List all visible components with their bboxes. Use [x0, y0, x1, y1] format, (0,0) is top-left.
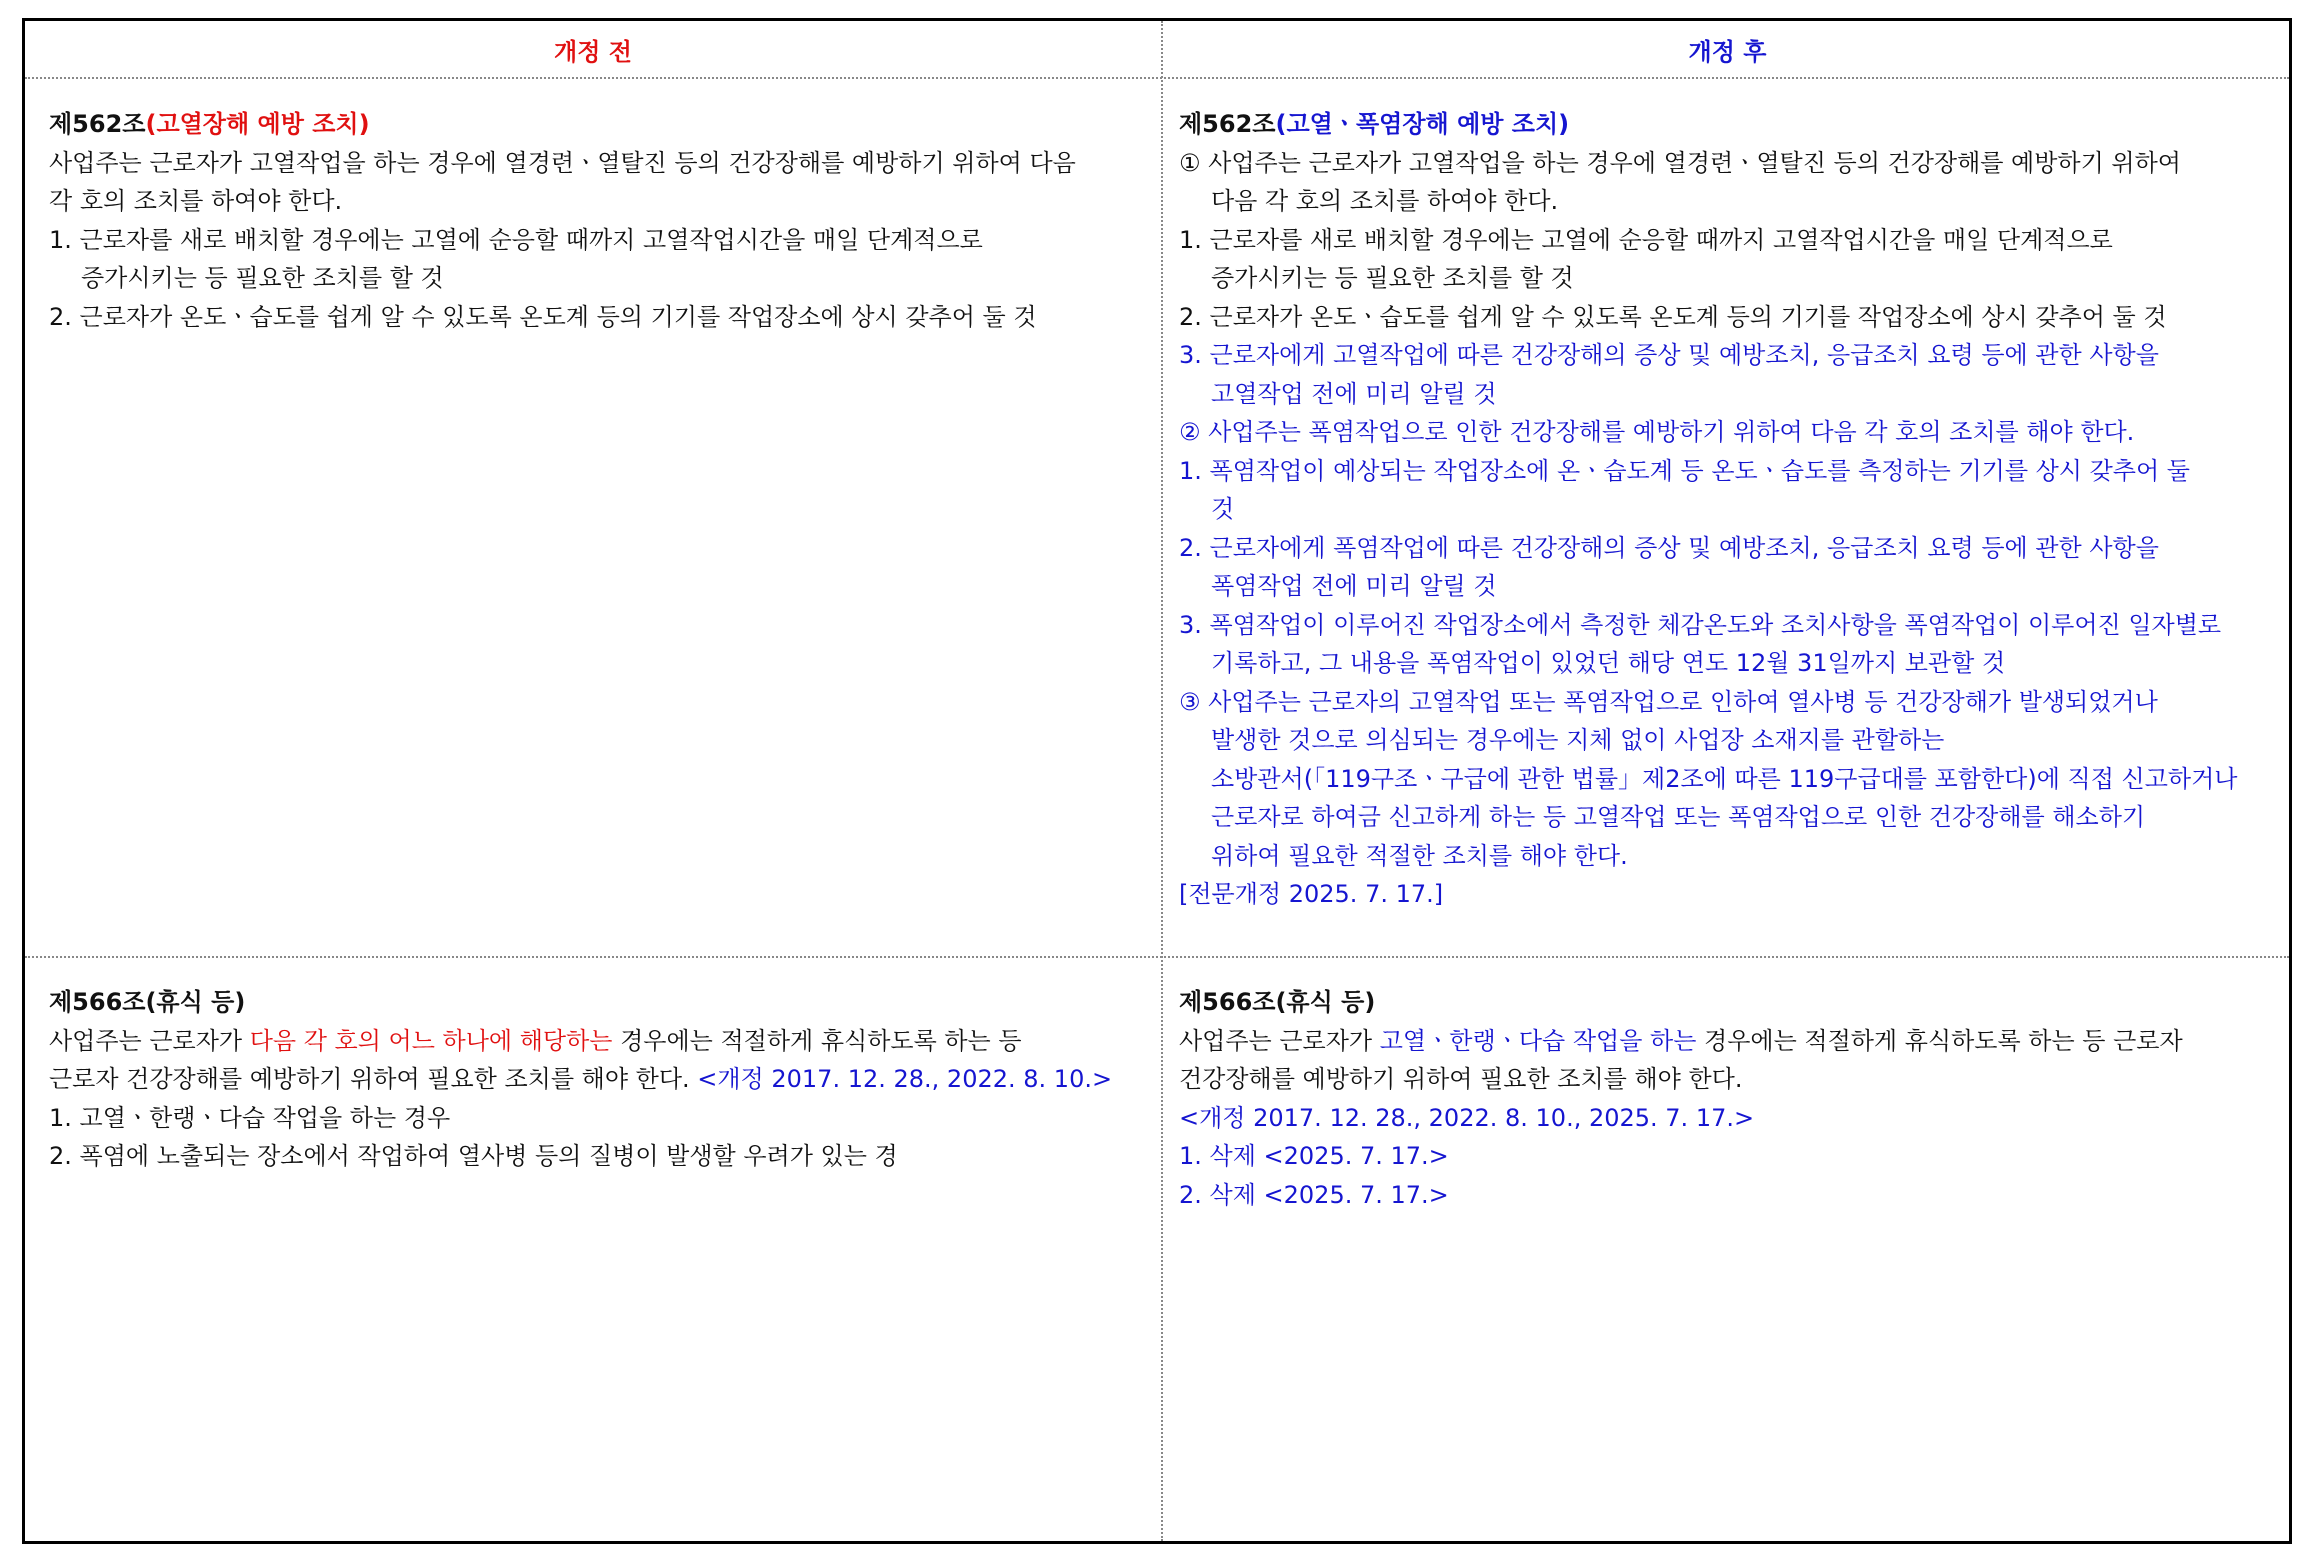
article-566-after: [1179, 983, 2183, 1214]
header-before: 개정 전: [554, 37, 632, 66]
article-title: 제566조(휴식 등): [49, 988, 246, 1016]
item-line: 2. 삭제 <2025. 7. 17.>: [1179, 1180, 1449, 1209]
paragraph-line: 근로자로 하여금 신고하게 하는 등 고열작업 또는 폭염작업으로 인한 건강장해를 해소하기: [1211, 803, 2146, 831]
header-after: 개정 후: [1688, 37, 1767, 66]
paragraph-line: 소방관서(「119구조ㆍ구급에 관한 법률」제2조에 따른 119구급대를 포함한다)에 직접 신고하거나: [1211, 764, 2238, 793]
article-title: 제566조(휴식 등): [1179, 988, 1376, 1016]
paragraph-line: 발생한 것으로 의심되는 경우에는 지체 없이 사업장 소재지를 관할하는: [1211, 726, 1945, 754]
item-line: 1. 근로자를 새로 배치할 경우에는 고열에 순응할 때까지 고열작업시간을 매일 단계적으로: [1179, 225, 2113, 254]
article-566-before: [49, 983, 1112, 1176]
text-segment: 사업주는 근로자가: [49, 1026, 250, 1055]
paragraph-line: [49, 1022, 1112, 1061]
article-562-after: [1179, 105, 2237, 914]
amendment-note: [전문개정 2025. 7. 17.]: [1179, 880, 1444, 908]
item-line: 2. 근로자에게 폭염작업에 따른 건강장해의 증상 및 예방조치, 응급조치 요령 등에 관한 사항을: [1179, 533, 2159, 562]
column-divider: [1161, 21, 1163, 1541]
item-line: 2. 근로자가 온도ㆍ습도를 쉽게 알 수 있도록 온도계 등의 기기를 작업장소에 상시 갖추어 둘 것: [49, 302, 1037, 331]
amendment-note: <개정 2017. 12. 28., 2022. 8. 10.>: [697, 1065, 1113, 1093]
text-segment: 사업주는 근로자가: [1179, 1026, 1380, 1055]
paragraph-line: 다음 각 호의 조치를 하여야 한다.: [1211, 187, 1559, 215]
item-line: 1. 근로자를 새로 배치할 경우에는 고열에 순응할 때까지 고열작업시간을 매일 단계적으로: [49, 225, 983, 254]
item-line: 1. 삭제 <2025. 7. 17.>: [1179, 1142, 1449, 1170]
item-line: 폭염작업 전에 미리 알릴 것: [1211, 572, 1497, 600]
text-segment: 경우에는 적절하게 휴식하도록 하는 등 근로자: [1696, 1026, 2183, 1055]
header-divider: [25, 77, 2289, 79]
item-line: 증가시키는 등 필요한 조치를 할 것: [1211, 264, 1574, 292]
item-line: 증가시키는 등 필요한 조치를 할 것: [81, 264, 444, 292]
article-title: [1179, 105, 2237, 144]
changed-text: 다음 각 호의 어느 하나에 해당하는: [249, 1026, 613, 1055]
paragraph-line: ① 사업주는 근로자가 고열작업을 하는 경우에 열경련ㆍ열탈진 등의 건강장해를 예방하기 위하여: [1179, 148, 2181, 177]
item-line: 3. 폭염작업이 이루어진 작업장소에서 측정한 체감온도와 조치사항을 폭염작업이 이루어진 일자별로: [1179, 610, 2222, 639]
item-line: 기록하고, 그 내용을 폭염작업이 있었던 해당 연도 12월 31일까지 보관할 것: [1211, 649, 2006, 677]
item-line: 1. 폭염작업이 예상되는 작업장소에 온ㆍ습도계 등 온도ㆍ습도를 측정하는 기기를 상시 갖추어 둘: [1179, 456, 2190, 485]
paragraph-line: 위하여 필요한 적절한 조치를 해야 한다.: [1211, 841, 1628, 870]
paragraph-line: ③ 사업주는 근로자의 고열작업 또는 폭염작업으로 인하여 열사병 등 건강장해가 발생되었거나: [1179, 687, 2158, 716]
item-line: 2. 폭염에 노출되는 장소에서 작업하여 열사병 등의 질병이 발생할 우려가 있는 경: [49, 1142, 898, 1170]
row-divider: [25, 956, 2289, 958]
article-number: 제562조: [1179, 110, 1276, 138]
text-segment: 경우에는 적절하게 휴식하도록 하는 등: [612, 1026, 1022, 1055]
changed-text: 고열ㆍ한랭ㆍ다습 작업을 하는: [1379, 1026, 1697, 1055]
comparison-table: [22, 18, 2292, 1544]
amendment-note: <개정 2017. 12. 28., 2022. 8. 10., 2025. 7. 17.>: [1179, 1103, 1755, 1132]
paragraph-line: ② 사업주는 폭염작업으로 인한 건강장해를 예방하기 위하여 다음 각 호의 조치를 해야 한다.: [1179, 418, 2135, 446]
paragraph-line: 건강장해를 예방하기 위하여 필요한 조치를 해야 한다.: [1179, 1065, 1743, 1093]
paragraph-line: 사업주는 근로자가 고열작업을 하는 경우에 열경련ㆍ열탈진 등의 건강장해를 예방하기 위하여 다음: [49, 148, 1076, 177]
article-562-before: [49, 105, 1076, 336]
paragraph-line: [1179, 1022, 2183, 1061]
paragraph-line: [49, 1060, 1112, 1099]
article-heading: (고열장해 예방 조치): [145, 110, 370, 138]
article-heading: (고열ㆍ폭염장해 예방 조치): [1275, 110, 1570, 138]
item-line: 것: [1211, 495, 1235, 523]
text-segment: 근로자 건강장해를 예방하기 위하여 필요한 조치를 해야 한다.: [49, 1065, 698, 1093]
article-number: 제562조: [49, 110, 146, 138]
article-title: [49, 105, 1076, 144]
item-line: 2. 근로자가 온도ㆍ습도를 쉽게 알 수 있도록 온도계 등의 기기를 작업장소에 상시 갖추어 둘 것: [1179, 302, 2167, 331]
item-line: 1. 고열ㆍ한랭ㆍ다습 작업을 하는 경우: [49, 1103, 451, 1132]
item-line: 고열작업 전에 미리 알릴 것: [1211, 379, 1497, 408]
paragraph-line: 각 호의 조치를 하여야 한다.: [49, 187, 343, 215]
item-line: 3. 근로자에게 고열작업에 따른 건강장해의 증상 및 예방조치, 응급조치 요령 등에 관한 사항을: [1179, 341, 2159, 369]
